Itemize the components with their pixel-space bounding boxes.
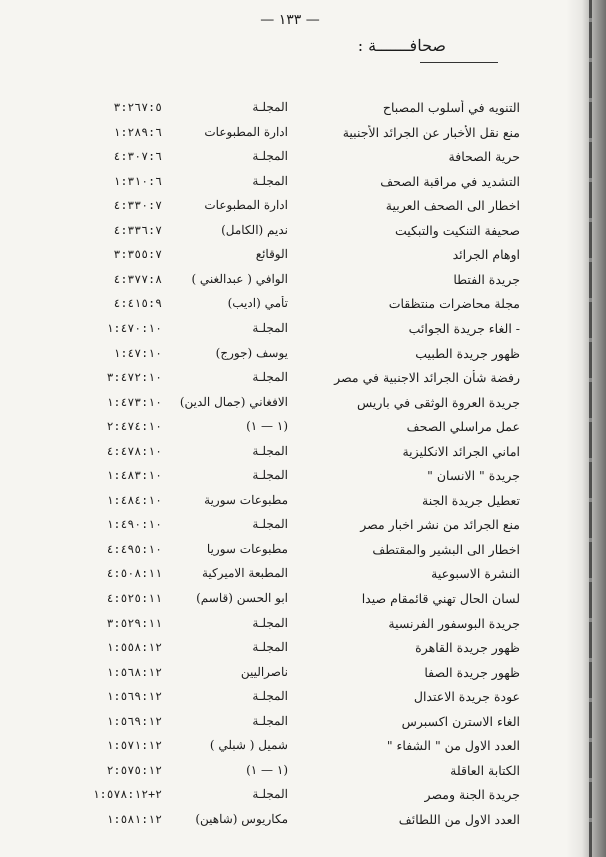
index-entry <box>0 223 606 245</box>
entry-topic: - الغاء جريدة الجوائب <box>408 320 520 336</box>
index-entry <box>0 419 606 441</box>
entry-reference: ١:٤٧٠:١٠ <box>106 320 162 335</box>
entry-source: المجلـة <box>252 689 288 704</box>
entry-topic: اخطار الى البشير والمقتطف <box>372 541 520 557</box>
index-entry <box>0 812 606 834</box>
entry-reference: ٤:٥٠٨:١١ <box>106 566 162 581</box>
entry-reference: ١:٤٧:١٠ <box>113 345 162 360</box>
entry-source: مكاريوس (شاهين) <box>195 811 288 826</box>
entry-reference: ١:٣١٠:٦ <box>113 173 162 188</box>
index-entry <box>0 616 606 638</box>
entry-reference: ٣:٤٧٢:١٠ <box>106 370 162 385</box>
entry-source: (١ — ١) <box>246 762 288 777</box>
index-entry <box>0 370 606 392</box>
index-entry <box>0 247 606 269</box>
entry-topic: الغاء الاسترن اكسبرس <box>401 713 520 729</box>
index-entry <box>0 346 606 368</box>
entry-topic: جريدة " الانسان " <box>427 468 520 484</box>
index-entry <box>0 444 606 466</box>
entry-source: ادارة المطبوعات <box>204 124 288 139</box>
entry-reference: ١:٤٩٠:١٠ <box>106 517 162 532</box>
index-entry <box>0 542 606 564</box>
entry-reference: ١:٤٧٣:١٠ <box>106 394 162 409</box>
entry-source: المجلـة <box>252 370 288 385</box>
entry-topic: عودة جريدة الاعتدال <box>413 689 520 705</box>
entry-topic: جريدة الفتطا <box>453 271 520 287</box>
entry-source: المجلـة <box>252 443 288 458</box>
entry-source: الافغاني (جمال الدين) <box>179 394 288 409</box>
index-entry <box>0 174 606 196</box>
entry-source: (١ — ١) <box>246 419 288 434</box>
entry-topic: ظهور جريدة الصفا <box>424 664 520 680</box>
entry-topic: العدد الاول من " الشفاء " <box>386 738 520 754</box>
entry-reference: ٢+١:٥٧٨:١٢ <box>92 787 162 802</box>
entry-topic: رفضة شأن الجرائد الاجنبية في مصر <box>334 370 520 386</box>
entry-topic: ظهور جريدة الطبيب <box>415 345 520 361</box>
index-entry <box>0 272 606 294</box>
entry-reference: ١:٥٨١:١٢ <box>106 811 162 826</box>
entry-topic: جريدة البوسفور الفرنسية <box>388 615 520 631</box>
entry-reference: ١:٥٥٨:١٢ <box>106 640 162 655</box>
entry-topic: اوهام الجرائد <box>452 247 520 263</box>
entry-reference: ١:٥٧١:١٢ <box>106 738 162 753</box>
entry-topic: عمل مراسلي الصحف <box>406 419 520 435</box>
entry-source: ادارة المطبوعات <box>204 198 288 213</box>
index-entry <box>0 787 606 809</box>
entry-topic: اماني الجرائد الانكليزية <box>402 443 520 459</box>
entry-source: المجلـة <box>252 640 288 655</box>
entry-source: يوسف (جورج) <box>215 345 288 360</box>
entry-source: مطبوعات سوريا <box>206 541 288 556</box>
entry-topic: اخطار الى الصحف العربية <box>385 198 520 214</box>
index-entry <box>0 714 606 736</box>
index-entry <box>0 591 606 613</box>
entry-reference: ٤:٤٧٨:١٠ <box>106 443 162 458</box>
index-entry <box>0 738 606 760</box>
page-number: — ١٣٣ — <box>260 12 320 28</box>
entry-reference: ٤:٣٧٧:٨ <box>113 271 162 286</box>
entry-reference: ٤:٥٢٥:١١ <box>106 591 162 605</box>
index-entry <box>0 517 606 539</box>
index-entry <box>0 566 606 588</box>
entry-topic: الكتابة العاقلة <box>450 762 520 778</box>
entry-topic: منع نقل الأخبار عن الجرائد الأجنبية <box>342 124 520 140</box>
entry-source: المجلـة <box>252 517 288 532</box>
entry-topic: التنويه في أسلوب المصباح <box>382 100 520 115</box>
entry-source: ابو الحسن (قاسم) <box>196 591 288 605</box>
index-entry <box>0 763 606 785</box>
entry-reference: ٤:٣٣٠:٧ <box>113 198 162 213</box>
entry-source: ناصراليين <box>240 664 288 679</box>
entry-topic: صحيفة التنكيت والتبكيت <box>394 222 520 238</box>
entry-source: نديم (الكامل) <box>221 222 288 237</box>
entry-reference: ١:٤٨٣:١٠ <box>106 468 162 483</box>
entry-topic: جريدة العروة الوثقى في باريس <box>357 394 520 410</box>
entry-topic: حرية الصحافة <box>448 149 520 165</box>
entry-reference: ١:٥٦٨:١٢ <box>106 664 162 679</box>
entry-reference: ٤:٤٩٥:١٠ <box>106 541 162 556</box>
index-entry <box>0 468 606 490</box>
entry-reference: ١:٤٨٤:١٠ <box>106 492 162 507</box>
entry-reference: ٣:٢٦٧:٥ <box>113 100 162 114</box>
index-entry <box>0 640 606 662</box>
entry-topic: منع الجرائد من نشر اخبار مصر <box>360 517 520 533</box>
entry-topic: النشرة الاسبوعية <box>431 566 520 582</box>
entry-reference: ٤:٣٠٧:٦ <box>113 149 162 164</box>
entry-topic: العدد الاول من اللطائف <box>398 811 520 827</box>
entry-topic: جريدة الجنة ومصر <box>424 787 520 803</box>
entry-source: المجلـة <box>252 320 288 335</box>
entry-source: المجلـة <box>252 615 288 630</box>
entry-reference: ٢:٤٧٤:١٠ <box>106 419 162 434</box>
entry-reference: ١:٥٦٩:١٢ <box>106 713 162 728</box>
index-entry <box>0 198 606 220</box>
entry-source: شميل ( شبلي ) <box>209 738 288 753</box>
entry-source: المطبعة الاميركية <box>201 566 288 581</box>
entry-topic: لسان الحال تهني قائمقام صيدا <box>361 591 520 606</box>
entry-source: المجلـة <box>252 787 288 802</box>
index-entry <box>0 125 606 147</box>
entry-reference: ٤:٤١٥:٩ <box>113 296 162 311</box>
entry-reference: ١:٥٦٩:١٢ <box>106 689 162 704</box>
entry-source: المجلـة <box>252 173 288 188</box>
entry-source: المجلـة <box>252 100 288 114</box>
entry-source: الوافي ( عبدالغني ) <box>191 271 288 286</box>
index-entry <box>0 149 606 171</box>
section-underline <box>420 62 498 63</box>
entry-reference: ٣:٥٢٩:١١ <box>106 615 162 630</box>
entry-source: تأمي (اديب) <box>227 296 288 311</box>
index-entry <box>0 296 606 318</box>
index-entry <box>0 493 606 515</box>
entry-reference: ١:٢٨٩:٦ <box>113 124 162 139</box>
entry-topic: ظهور جريدة القاهرة <box>415 640 520 656</box>
entry-source: المجلـة <box>252 468 288 483</box>
index-entry <box>0 395 606 417</box>
entry-source: المجلـة <box>252 149 288 164</box>
index-entry <box>0 321 606 343</box>
entry-topic: التشديد في مراقبة الصحف <box>380 173 520 189</box>
index-entry <box>0 689 606 711</box>
entry-topic: تعطيل جريدة الجنة <box>422 492 520 508</box>
index-entry <box>0 665 606 687</box>
entry-reference: ٣:٣٥٥:٧ <box>113 247 162 262</box>
entry-reference: ٤:٣٣٦:٧ <box>113 222 162 237</box>
entry-source: مطبوعات سورية <box>204 492 288 507</box>
entry-source: المجلـة <box>252 713 288 728</box>
entry-topic: مجلة محاضرات منتظقات <box>388 296 520 312</box>
index-entry <box>0 100 606 122</box>
entry-reference: ٢:٥٧٥:١٢ <box>106 762 162 777</box>
section-title: صحافـــــــة : <box>357 36 446 55</box>
entry-source: الوقائع <box>255 247 288 262</box>
